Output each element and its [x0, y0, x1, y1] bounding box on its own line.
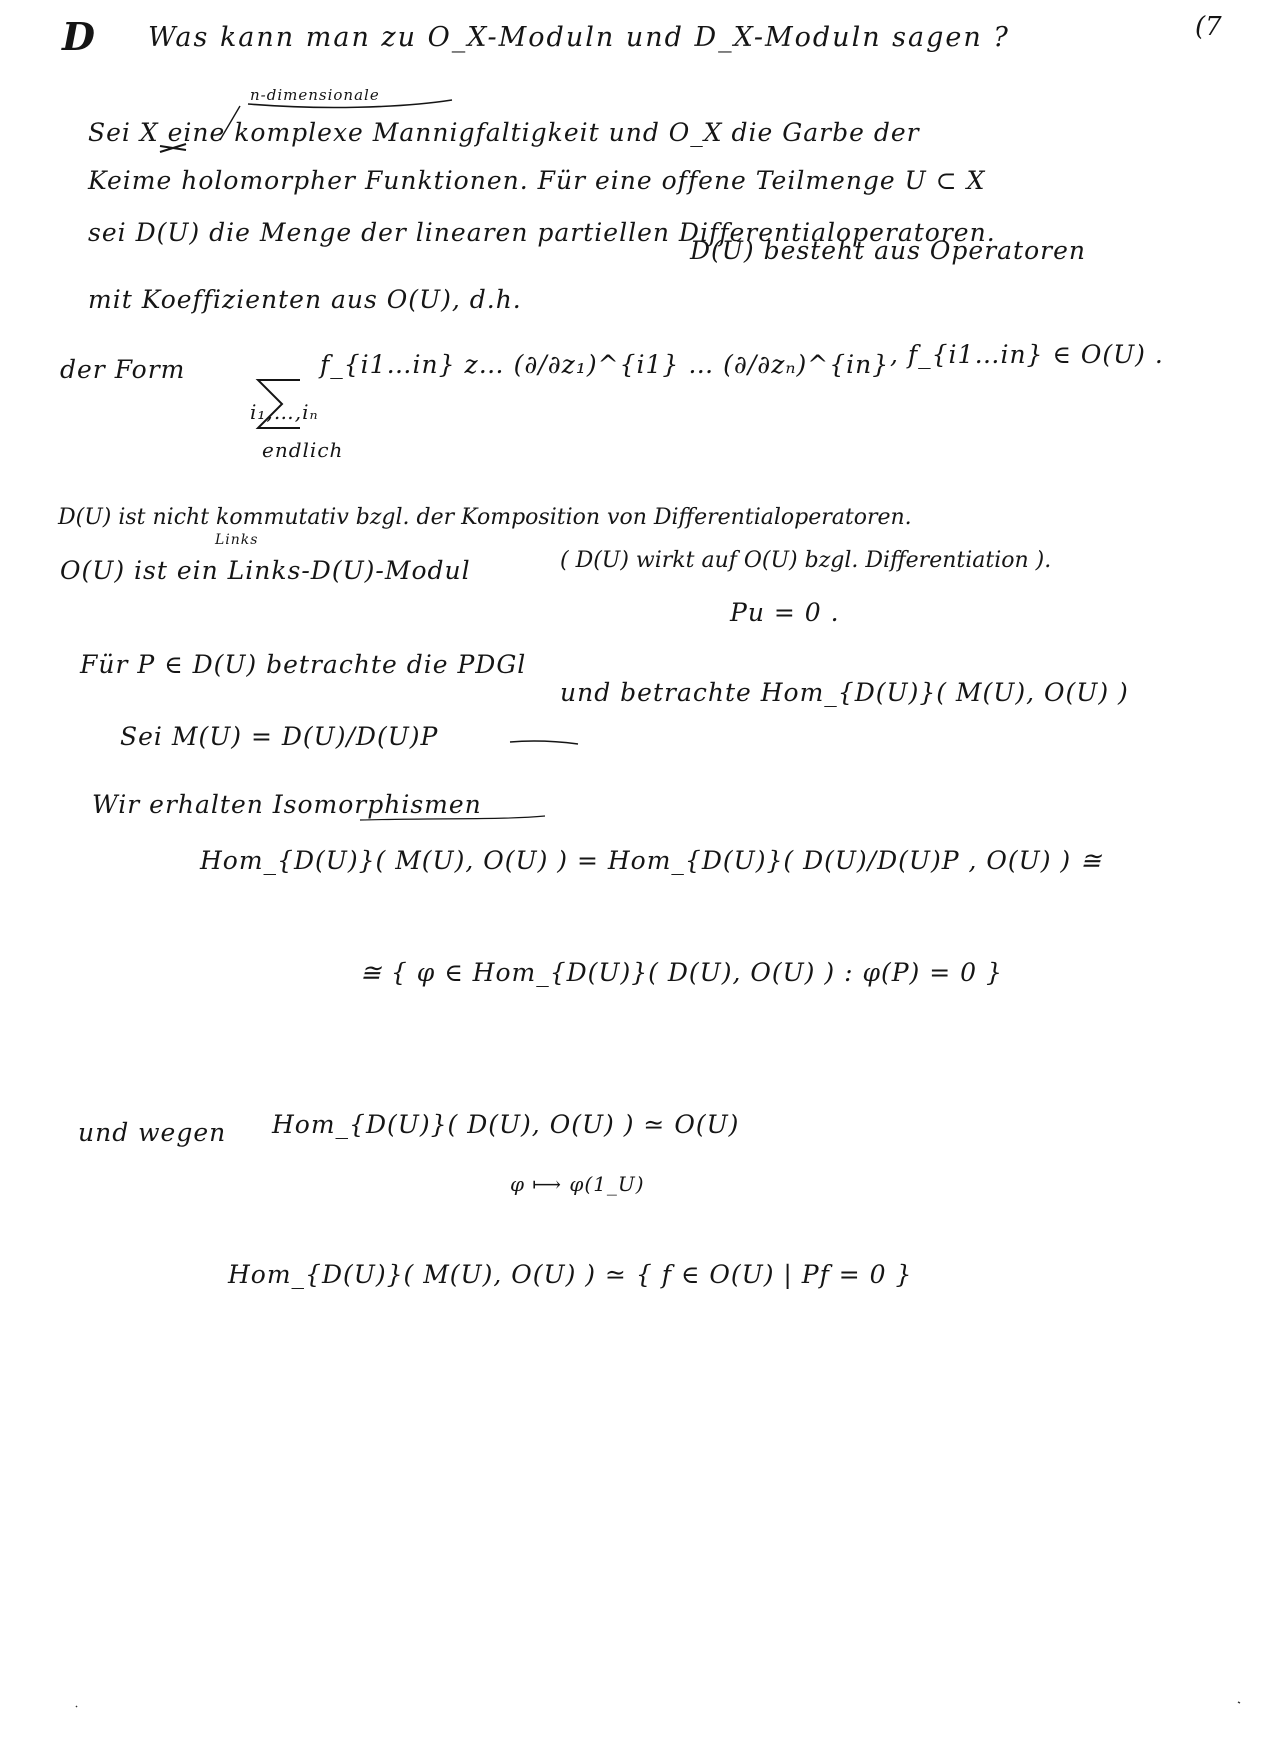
- sum-term: f_{i1…in} z… (∂/∂z₁)^{i1} … (∂/∂zₙ)^{in}: [320, 350, 890, 379]
- sum-index: i₁,…,iₙ: [250, 400, 319, 424]
- text-line-10: Wir erhalten Isomorphismen: [92, 790, 482, 819]
- d-module-marker: D: [62, 14, 95, 59]
- text-line-8-left: Für P ∈ D(U) betrachte die PDGl: [80, 650, 527, 679]
- text-line-7: O(U) ist ein Links-D(U)-Modul: [60, 556, 471, 585]
- text-line-9-right: und betrachte Hom_{D(U)}( M(U), O(U) ): [560, 678, 1129, 707]
- equation-3-prefix: und wegen: [78, 1118, 227, 1147]
- text-line-4: mit Koeffizienten aus O(U), d.h.: [88, 285, 522, 314]
- speck-2: [76, 1706, 77, 1707]
- strike-through-und: [510, 741, 578, 744]
- equation-3-map: φ ⟼ φ(1_U): [510, 1172, 645, 1196]
- equation-2: ≅ { φ ∈ Hom_{D(U)}( D(U), O(U) ) : φ(P) = 0 }: [360, 958, 1003, 987]
- insert-above-line1: n-dimensionale: [250, 86, 380, 104]
- text-line-8-right: Pu = 0 .: [730, 598, 840, 627]
- text-line-9-left: Sei M(U) = D(U)/D(U)P: [120, 722, 439, 751]
- text-line-1: Sei X eine komplexe Mannigfaltigkeit und O_X die Garbe der: [88, 118, 920, 147]
- equation-3: Hom_{D(U)}( D(U), O(U) ) ≃ O(U): [272, 1110, 740, 1139]
- equation-4: Hom_{D(U)}( M(U), O(U) ) ≃ { f ∈ O(U) | Pf = 0 }: [228, 1260, 913, 1289]
- page-number: (7: [1195, 12, 1222, 42]
- insert-links: Links: [215, 532, 259, 548]
- text-line-6: D(U) ist nicht kommutativ bzgl. der Komposition von Differentialoperatoren.: [58, 505, 912, 530]
- text-line-5-prefix: der Form: [60, 355, 186, 384]
- text-line-6-tail: ( D(U) wirkt auf O(U) bzgl. Differentiation ).: [560, 548, 1052, 573]
- sum-suffix: , f_{i1…in} ∈ O(U) .: [890, 340, 1164, 369]
- equation-1: Hom_{D(U)}( M(U), O(U) ) = Hom_{D(U)}( D(U)/D(U)P , O(U) ) ≅: [200, 846, 1103, 875]
- text-line-3: sei D(U) die Menge der linearen partiellen Differentialoperatoren.: [88, 218, 996, 247]
- speck-1: [1238, 1702, 1240, 1703]
- sum-note: endlich: [262, 438, 344, 462]
- page-heading: Was kann man zu O_X-Moduln und D_X-Moduln sagen ?: [148, 22, 1010, 53]
- text-line-2: Keime holomorpher Funktionen. Für eine offene Teilmenge U ⊂ X: [88, 166, 986, 195]
- text-line-4-tail: D(U) besteht aus Operatoren: [690, 236, 1087, 265]
